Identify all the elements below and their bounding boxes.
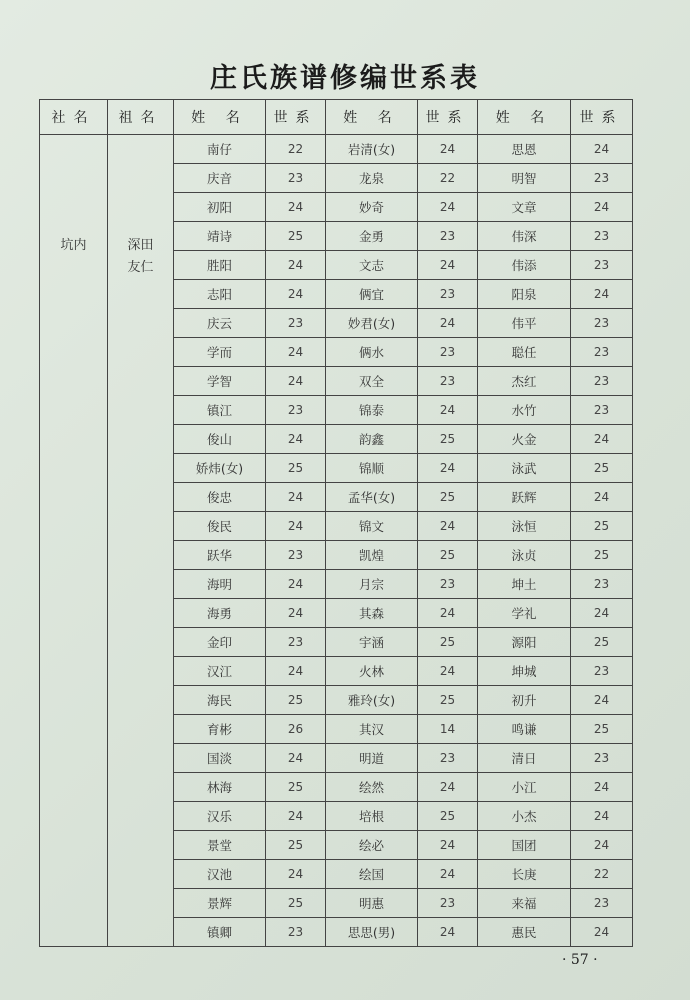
name-cell-3: 清日 [478, 744, 571, 773]
generation-cell-3: 23 [571, 338, 633, 367]
name-cell-2: 宇涵 [326, 628, 418, 657]
name-cell-2: 俩宜 [326, 280, 418, 309]
generation-cell-1: 24 [266, 570, 326, 599]
generation-cell-1: 23 [266, 309, 326, 338]
zu-ming-line1: 深田 [127, 238, 154, 253]
name-cell-2: 绘必 [326, 831, 418, 860]
generation-cell-2: 24 [418, 773, 478, 802]
generation-cell-3: 23 [571, 164, 633, 193]
name-cell-2: 龙泉 [326, 164, 418, 193]
name-cell-2: 锦文 [326, 512, 418, 541]
generation-cell-2: 24 [418, 657, 478, 686]
name-cell-3: 明智 [478, 164, 571, 193]
name-cell-2: 岩清(女) [326, 135, 418, 164]
name-cell-3: 伟深 [478, 222, 571, 251]
generation-cell-2: 25 [418, 686, 478, 715]
header-name-1: 姓 名 [174, 100, 266, 135]
name-cell-2: 绘然 [326, 773, 418, 802]
generation-cell-1: 23 [266, 164, 326, 193]
name-cell-3: 聪任 [478, 338, 571, 367]
name-cell-2: 妙君(女) [326, 309, 418, 338]
name-cell-2: 凯煌 [326, 541, 418, 570]
generation-cell-3: 25 [571, 512, 633, 541]
name-cell-1: 海勇 [174, 599, 266, 628]
generation-cell-2: 24 [418, 251, 478, 280]
name-cell-3: 杰红 [478, 367, 571, 396]
name-cell-1: 汉池 [174, 860, 266, 889]
generation-cell-1: 22 [266, 135, 326, 164]
generation-cell-3: 23 [571, 367, 633, 396]
name-cell-3: 跃辉 [478, 483, 571, 512]
name-cell-2: 妙奇 [326, 193, 418, 222]
name-cell-1: 学而 [174, 338, 266, 367]
generation-cell-3: 24 [571, 425, 633, 454]
name-cell-3: 小杰 [478, 802, 571, 831]
name-cell-1: 庆音 [174, 164, 266, 193]
generation-cell-3: 22 [571, 860, 633, 889]
name-cell-3: 坤城 [478, 657, 571, 686]
name-cell-1: 汉乐 [174, 802, 266, 831]
name-cell-3: 惠民 [478, 918, 571, 947]
generation-cell-1: 25 [266, 686, 326, 715]
generation-cell-3: 24 [571, 686, 633, 715]
name-cell-2: 锦顺 [326, 454, 418, 483]
generation-cell-3: 25 [571, 628, 633, 657]
name-cell-2: 双全 [326, 367, 418, 396]
generation-cell-2: 23 [418, 222, 478, 251]
generation-cell-3: 23 [571, 570, 633, 599]
generation-cell-3: 25 [571, 715, 633, 744]
generation-cell-1: 24 [266, 367, 326, 396]
name-cell-2: 韵鑫 [326, 425, 418, 454]
generation-cell-1: 25 [266, 773, 326, 802]
name-cell-3: 伟添 [478, 251, 571, 280]
name-cell-2: 文志 [326, 251, 418, 280]
generation-cell-2: 25 [418, 802, 478, 831]
name-cell-2: 培根 [326, 802, 418, 831]
generation-cell-1: 24 [266, 860, 326, 889]
generation-cell-3: 24 [571, 831, 633, 860]
name-cell-1: 俊山 [174, 425, 266, 454]
generation-cell-2: 24 [418, 396, 478, 425]
header-she-ming: 社名 [40, 100, 108, 135]
header-row [40, 100, 633, 135]
generation-cell-2: 25 [418, 541, 478, 570]
generation-cell-3: 23 [571, 309, 633, 338]
generation-cell-1: 23 [266, 918, 326, 947]
name-cell-3: 来福 [478, 889, 571, 918]
generation-cell-1: 25 [266, 889, 326, 918]
generation-cell-1: 24 [266, 280, 326, 309]
generation-cell-1: 25 [266, 222, 326, 251]
generation-cell-3: 25 [571, 454, 633, 483]
generation-cell-2: 24 [418, 309, 478, 338]
header-generation-1: 世系 [266, 100, 326, 135]
generation-cell-1: 24 [266, 483, 326, 512]
name-cell-1: 林海 [174, 773, 266, 802]
name-cell-1: 靖诗 [174, 222, 266, 251]
name-cell-3: 泳武 [478, 454, 571, 483]
name-cell-3: 泳贞 [478, 541, 571, 570]
generation-cell-1: 25 [266, 454, 326, 483]
name-cell-2: 其汉 [326, 715, 418, 744]
name-cell-3: 国团 [478, 831, 571, 860]
name-cell-1: 金印 [174, 628, 266, 657]
name-cell-3: 长庚 [478, 860, 571, 889]
name-cell-1: 镇卿 [174, 918, 266, 947]
zu-ming-cell [108, 135, 174, 947]
generation-cell-1: 24 [266, 193, 326, 222]
header-zu-ming: 祖名 [108, 100, 174, 135]
generation-cell-1: 23 [266, 541, 326, 570]
generation-cell-2: 24 [418, 918, 478, 947]
header-name-3: 姓 名 [478, 100, 571, 135]
name-cell-1: 汉江 [174, 657, 266, 686]
name-cell-2: 明道 [326, 744, 418, 773]
name-cell-2: 俩水 [326, 338, 418, 367]
name-cell-3: 水竹 [478, 396, 571, 425]
name-cell-2: 月宗 [326, 570, 418, 599]
header-generation-3: 世系 [571, 100, 633, 135]
name-cell-3: 泳恒 [478, 512, 571, 541]
table-row [40, 135, 633, 164]
name-cell-3: 小江 [478, 773, 571, 802]
name-cell-3: 鸣谦 [478, 715, 571, 744]
generation-cell-3: 24 [571, 918, 633, 947]
generation-cell-2: 23 [418, 367, 478, 396]
name-cell-2: 火林 [326, 657, 418, 686]
generation-cell-1: 24 [266, 425, 326, 454]
generation-cell-1: 24 [266, 802, 326, 831]
generation-cell-3: 24 [571, 802, 633, 831]
generation-cell-1: 24 [266, 744, 326, 773]
table-body [40, 135, 633, 947]
generation-cell-3: 24 [571, 193, 633, 222]
generation-cell-2: 24 [418, 831, 478, 860]
name-cell-1: 俊民 [174, 512, 266, 541]
generation-cell-2: 24 [418, 193, 478, 222]
generation-cell-1: 23 [266, 628, 326, 657]
header-generation-2: 世系 [418, 100, 478, 135]
name-cell-2: 明惠 [326, 889, 418, 918]
page-number: · 57 · [562, 952, 598, 968]
name-cell-2: 孟华(女) [326, 483, 418, 512]
name-cell-2: 其森 [326, 599, 418, 628]
name-cell-3: 坤土 [478, 570, 571, 599]
she-ming-text: 坑内 [60, 238, 87, 253]
name-cell-1: 学智 [174, 367, 266, 396]
generation-cell-2: 24 [418, 454, 478, 483]
generation-cell-2: 24 [418, 512, 478, 541]
name-cell-2: 锦泰 [326, 396, 418, 425]
name-cell-3: 源阳 [478, 628, 571, 657]
generation-cell-3: 25 [571, 541, 633, 570]
generation-cell-3: 23 [571, 744, 633, 773]
name-cell-2: 金勇 [326, 222, 418, 251]
name-cell-1: 景堂 [174, 831, 266, 860]
name-cell-1: 海明 [174, 570, 266, 599]
generation-cell-2: 14 [418, 715, 478, 744]
generation-cell-1: 23 [266, 396, 326, 425]
she-ming-cell [40, 135, 108, 947]
generation-cell-1: 24 [266, 599, 326, 628]
name-cell-1: 海民 [174, 686, 266, 715]
generation-cell-3: 23 [571, 889, 633, 918]
generation-cell-3: 23 [571, 396, 633, 425]
generation-cell-3: 24 [571, 483, 633, 512]
generation-cell-3: 24 [571, 773, 633, 802]
name-cell-1: 志阳 [174, 280, 266, 309]
name-cell-1: 育彬 [174, 715, 266, 744]
name-cell-1: 娇炜(女) [174, 454, 266, 483]
generation-cell-2: 24 [418, 860, 478, 889]
generation-cell-3: 23 [571, 657, 633, 686]
generation-cell-2: 23 [418, 889, 478, 918]
name-cell-3: 学礼 [478, 599, 571, 628]
generation-cell-3: 24 [571, 135, 633, 164]
generation-cell-2: 24 [418, 599, 478, 628]
name-cell-1: 跃华 [174, 541, 266, 570]
name-cell-1: 景辉 [174, 889, 266, 918]
genealogy-table [39, 99, 633, 947]
generation-cell-2: 25 [418, 628, 478, 657]
generation-cell-2: 23 [418, 338, 478, 367]
generation-cell-1: 26 [266, 715, 326, 744]
name-cell-1: 庆云 [174, 309, 266, 338]
generation-cell-1: 24 [266, 512, 326, 541]
generation-cell-3: 24 [571, 599, 633, 628]
name-cell-2: 雅玲(女) [326, 686, 418, 715]
name-cell-1: 初阳 [174, 193, 266, 222]
page-title: 庄氏族谱修编世系表 [210, 63, 480, 94]
name-cell-1: 俊忠 [174, 483, 266, 512]
name-cell-1: 镇江 [174, 396, 266, 425]
generation-cell-2: 23 [418, 570, 478, 599]
name-cell-3: 思恩 [478, 135, 571, 164]
generation-cell-2: 25 [418, 425, 478, 454]
name-cell-1: 胜阳 [174, 251, 266, 280]
name-cell-1: 国淡 [174, 744, 266, 773]
name-cell-3: 阳泉 [478, 280, 571, 309]
generation-cell-2: 25 [418, 483, 478, 512]
generation-cell-1: 24 [266, 657, 326, 686]
header-name-2: 姓 名 [326, 100, 418, 135]
generation-cell-3: 24 [571, 280, 633, 309]
generation-cell-3: 23 [571, 251, 633, 280]
name-cell-2: 思思(男) [326, 918, 418, 947]
generation-cell-3: 23 [571, 222, 633, 251]
name-cell-1: 南仔 [174, 135, 266, 164]
generation-cell-2: 23 [418, 744, 478, 773]
generation-cell-1: 25 [266, 831, 326, 860]
name-cell-3: 文章 [478, 193, 571, 222]
name-cell-3: 初升 [478, 686, 571, 715]
generation-cell-1: 24 [266, 251, 326, 280]
name-cell-2: 绘国 [326, 860, 418, 889]
zu-ming-line2: 友仁 [127, 260, 154, 275]
generation-cell-2: 23 [418, 280, 478, 309]
generation-cell-2: 22 [418, 164, 478, 193]
generation-cell-2: 24 [418, 135, 478, 164]
name-cell-3: 伟平 [478, 309, 571, 338]
generation-cell-1: 24 [266, 338, 326, 367]
name-cell-3: 火金 [478, 425, 571, 454]
